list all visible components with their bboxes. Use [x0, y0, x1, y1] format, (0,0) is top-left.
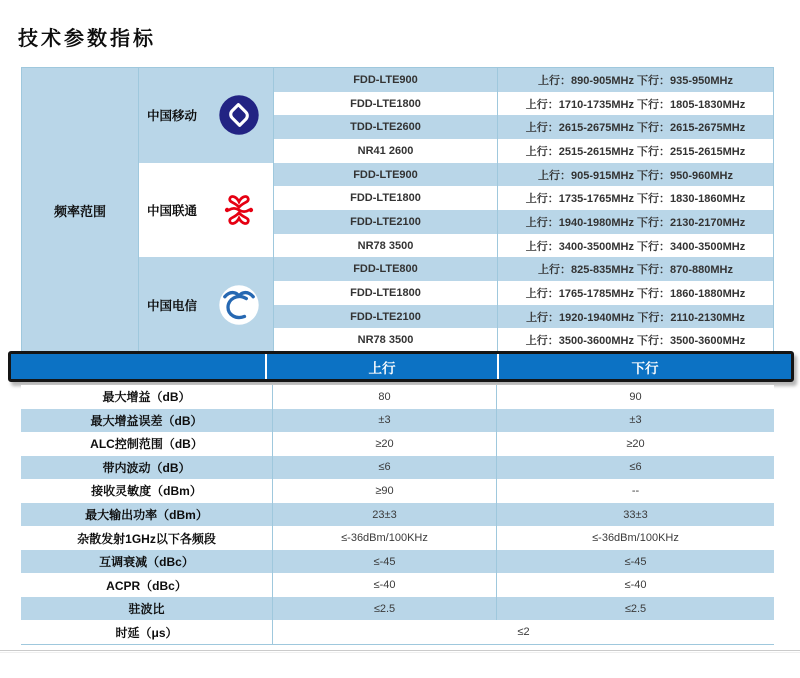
- frequency-range-table: [21, 67, 774, 352]
- spec-uplink-value: ≥20: [273, 432, 497, 456]
- carrier-cell-china-telecom: [139, 257, 273, 352]
- spec-downlink-value: --: [631, 484, 640, 497]
- frequency-range: 上行：1765-1785MHz 下行：1860-1880MHz: [498, 281, 773, 305]
- spec-uplink-value: 23±3: [273, 503, 497, 527]
- spec-downlink-value: 90: [629, 390, 642, 403]
- spec-uplink-value: ±3: [273, 409, 497, 433]
- china-unicom-logo-icon: [217, 188, 261, 232]
- frequency-range: 上行：890-905MHz 下行：935-950MHz: [498, 68, 773, 92]
- table-row: [21, 432, 774, 456]
- frequency-range: 上行：825-835MHz 下行：870-880MHz: [498, 257, 773, 281]
- band-name: FDD-LTE900: [274, 68, 497, 92]
- direction-header-band: [8, 351, 794, 382]
- frequency-range-label-column: [22, 68, 139, 352]
- range-column: [498, 68, 773, 352]
- spec-uplink-value: ≥90: [273, 479, 497, 503]
- band-name: FDD-LTE2100: [274, 210, 497, 234]
- spec-downlink-value: ≤2.5: [624, 602, 647, 615]
- frequency-range: 上行：2515-2615MHz 下行：2515-2615MHz: [498, 139, 773, 163]
- spec-uplink-value: ≤6: [273, 456, 497, 480]
- table-row: [21, 409, 774, 433]
- frequency-range: 上行：1940-1980MHz 下行：2130-2170MHz: [498, 210, 773, 234]
- carrier-name: 中国电信: [147, 298, 198, 313]
- band-name: NR78 3500: [274, 234, 497, 258]
- spec-label: ALC控制范围（dB）: [21, 432, 273, 456]
- spec-label: ACPR（dBc）: [21, 573, 273, 597]
- china-telecom-logo-icon: [217, 283, 261, 327]
- direction-header-spacer: [11, 354, 265, 379]
- band-column: [274, 68, 498, 352]
- spec-label: 接收灵敏度（dBm）: [21, 479, 273, 503]
- table-row: [21, 385, 774, 409]
- frequency-range: 上行：2615-2675MHz 下行：2615-2675MHz: [498, 115, 773, 139]
- spec-uplink-value: ≤-40: [273, 573, 497, 597]
- spec-downlink-value: ≤6: [629, 461, 642, 474]
- spec-merged-value: ≤2: [517, 626, 530, 639]
- band-name: NR78 3500: [274, 328, 497, 352]
- table-row: [21, 456, 774, 480]
- table-row: [21, 573, 774, 597]
- spec-downlink-value: ≥20: [626, 437, 645, 450]
- uplink-header: 上行: [265, 354, 497, 379]
- spec-label: 时延（μs）: [21, 620, 273, 644]
- bottom-divider: [0, 650, 800, 653]
- carrier-name: 中国联通: [147, 204, 198, 218]
- spec-table: [21, 385, 774, 645]
- spec-label: 杂散发射1GHz以下各频段: [21, 526, 273, 550]
- table-row: [21, 503, 774, 527]
- spec-label: 最大增益（dB）: [21, 385, 273, 409]
- band-name: FDD-LTE1800: [274, 281, 497, 305]
- spec-label: 带内波动（dB）: [21, 456, 273, 480]
- spec-uplink-value: 80: [273, 385, 497, 409]
- band-name: FDD-LTE900: [274, 163, 497, 187]
- table-row: [21, 597, 774, 621]
- spec-downlink-value: 33±3: [623, 508, 648, 521]
- china-mobile-logo-icon: [217, 93, 261, 137]
- table-row: [21, 526, 774, 550]
- spec-uplink-value: ≤-45: [273, 550, 497, 574]
- spec-uplink-value: ≤2.5: [273, 597, 497, 621]
- spec-label: 最大增益误差（dB）: [21, 409, 273, 433]
- carrier-name: 中国移动: [147, 109, 198, 124]
- table-row: [21, 550, 774, 574]
- frequency-range: 上行：3400-3500MHz 下行：3400-3500MHz: [498, 234, 773, 258]
- spec-label: 最大输出功率（dBm）: [21, 503, 273, 527]
- spec-label: 互调衰减（dBc）: [21, 550, 273, 574]
- band-name: TDD-LTE2600: [274, 115, 497, 139]
- carrier-cell-china-mobile: [139, 68, 273, 163]
- frequency-range-label: 频率范围: [22, 68, 138, 352]
- band-name: FDD-LTE1800: [274, 92, 497, 116]
- spec-downlink-value: ≤-45: [624, 555, 647, 568]
- spec-downlink-value: ±3: [629, 414, 642, 427]
- spec-label: 驻波比: [21, 597, 273, 621]
- band-name: FDD-LTE1800: [274, 186, 497, 210]
- frequency-range: 上行：1735-1765MHz 下行：1830-1860MHz: [498, 186, 773, 210]
- carrier-cell-china-unicom: [139, 163, 273, 258]
- page-title: 技术参数指标: [18, 28, 156, 50]
- band-name: NR41 2600: [274, 139, 497, 163]
- band-name: FDD-LTE2100: [274, 305, 497, 329]
- spec-downlink-value: ≤-36dBm/100KHz: [592, 532, 679, 545]
- carrier-column: [139, 68, 274, 352]
- band-name: FDD-LTE800: [274, 257, 497, 281]
- frequency-range: 上行：1920-1940MHz 下行：2110-2130MHz: [498, 305, 773, 329]
- downlink-header: 下行: [497, 354, 791, 379]
- table-row: [21, 620, 774, 644]
- frequency-range: 上行：905-915MHz 下行：950-960MHz: [498, 163, 773, 187]
- spec-downlink-value: ≤-40: [624, 579, 647, 592]
- frequency-range: 上行：1710-1735MHz 下行：1805-1830MHz: [498, 92, 773, 116]
- frequency-range: 上行：3500-3600MHz 下行：3500-3600MHz: [498, 328, 773, 352]
- table-row: [21, 479, 774, 503]
- spec-uplink-value: ≤-36dBm/100KHz: [273, 526, 497, 550]
